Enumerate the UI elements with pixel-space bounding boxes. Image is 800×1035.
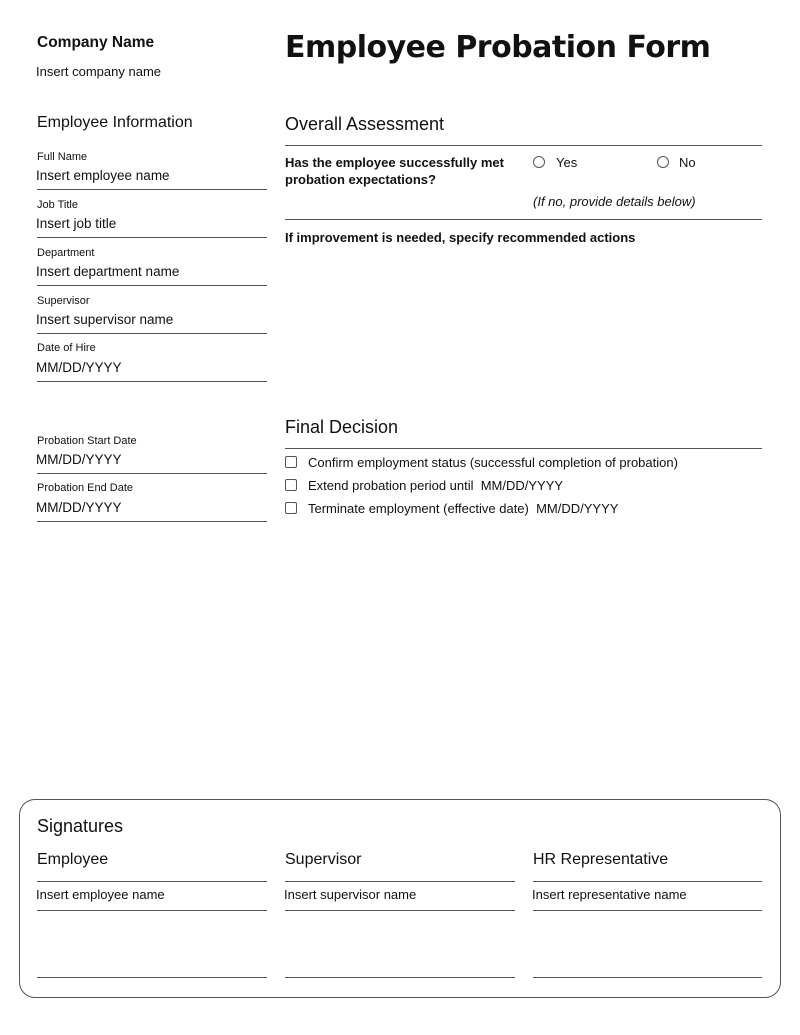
overall-assessment-heading: Overall Assessment xyxy=(285,114,445,134)
yes-label: Yes xyxy=(556,155,578,170)
divider xyxy=(285,881,515,882)
job-title-field[interactable]: Insert job title xyxy=(36,216,117,231)
field-label: Full Name xyxy=(37,151,88,163)
terminate-label: Terminate employment (effective date) MM/DD/YYYY xyxy=(308,501,619,516)
field-label: Job Title xyxy=(37,199,78,211)
divider xyxy=(37,333,267,334)
field-label: Probation End Date xyxy=(37,482,134,494)
probation-end-field[interactable]: MM/DD/YYYY xyxy=(36,500,122,515)
supervisor-signature-line[interactable] xyxy=(285,977,515,978)
divider xyxy=(37,910,267,911)
terminate-checkbox[interactable] xyxy=(285,502,297,514)
field-label: Probation Start Date xyxy=(37,435,137,447)
confirm-label: Confirm employment status (successful completion of probation) xyxy=(308,455,678,470)
signature-column-title: Employee xyxy=(37,851,109,868)
department-field[interactable]: Insert department name xyxy=(36,264,180,279)
probation-start-field[interactable]: MM/DD/YYYY xyxy=(36,452,122,467)
field-label: Supervisor xyxy=(37,295,90,307)
question-line-2: probation expectations? xyxy=(285,172,436,187)
divider xyxy=(37,285,267,286)
employee-info-heading: Employee Information xyxy=(37,114,193,131)
field-label: Date of Hire xyxy=(37,342,96,354)
divider xyxy=(37,473,267,474)
divider xyxy=(285,219,762,220)
divider xyxy=(37,521,267,522)
signature-column-title: Supervisor xyxy=(285,851,362,868)
improvement-textarea[interactable] xyxy=(285,250,762,390)
company-name-field[interactable]: Insert company name xyxy=(36,64,162,79)
no-note: (If no, provide details below) xyxy=(533,194,696,209)
yes-radio[interactable] xyxy=(533,156,545,168)
divider xyxy=(285,910,515,911)
no-radio[interactable] xyxy=(657,156,669,168)
full-name-field[interactable]: Insert employee name xyxy=(36,168,170,183)
divider xyxy=(37,189,267,190)
no-label: No xyxy=(679,155,696,170)
extend-checkbox[interactable] xyxy=(285,479,297,491)
supervisor-name-field[interactable]: Insert supervisor name xyxy=(284,887,417,902)
divider xyxy=(37,881,267,882)
improvement-label: If improvement is needed, specify recommended actions xyxy=(285,230,636,245)
confirm-checkbox[interactable] xyxy=(285,456,297,468)
extend-label: Extend probation period until MM/DD/YYYY xyxy=(308,478,564,493)
divider xyxy=(533,910,762,911)
signature-column-title: HR Representative xyxy=(533,851,669,868)
divider xyxy=(285,145,762,146)
divider xyxy=(285,448,762,449)
divider xyxy=(37,381,267,382)
final-decision-heading: Final Decision xyxy=(285,417,399,437)
question-line-1: Has the employee successfully met xyxy=(285,155,504,170)
divider xyxy=(37,237,267,238)
employee-signature-line[interactable] xyxy=(37,977,267,978)
employee-name-field[interactable]: Insert employee name xyxy=(36,887,165,902)
field-label: Department xyxy=(37,247,95,259)
date-of-hire-field[interactable]: MM/DD/YYYY xyxy=(36,360,122,375)
signatures-heading: Signatures xyxy=(37,816,124,836)
page-title: Employee Probation Form xyxy=(285,30,711,65)
hr-signature-line[interactable] xyxy=(533,977,762,978)
divider xyxy=(533,881,762,882)
company-name-label: Company Name xyxy=(37,34,155,51)
hr-name-field[interactable]: Insert representative name xyxy=(532,887,687,902)
supervisor-field[interactable]: Insert supervisor name xyxy=(36,312,174,327)
